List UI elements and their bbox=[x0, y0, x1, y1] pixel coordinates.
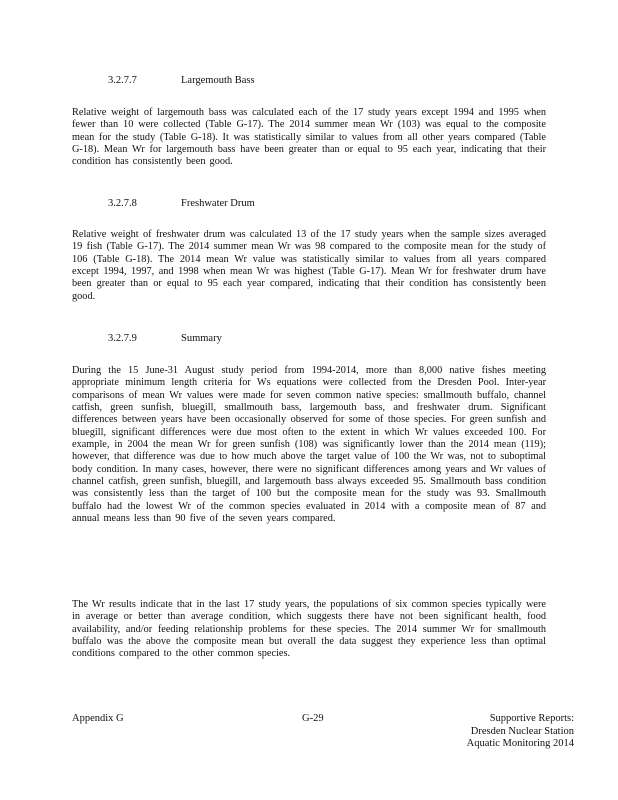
section-number: 3.2.7.9 bbox=[108, 333, 137, 344]
section-number: 3.2.7.8 bbox=[108, 198, 137, 209]
section-title: Freshwater Drum bbox=[181, 198, 255, 209]
footer-appendix-label: Appendix G bbox=[72, 713, 124, 724]
body-paragraph: During the 15 June-31 August study period from 1994-2014, more than 8,000 native fishes meeting appropriate minimum length criteria for Ws equations were collected from the Dresden Pool. Inter-year comparisons of mean Wr values were made for seven common native species: smallmouth buffalo, channel catfish, green sunfish, bluegill, smallmouth bass, largemouth bass, and freshwater drum. Significant differences between years have been occasionally observed for some of those species. For green sunfish and bluegill, significant differences were due most often to the extent in which Wr values exceeded 100. For example, in 2004 the mean Wr for green sunfish (108) was significantly lower than the 2014 mean (119); however, that difference was due to how much above the target value of 100 the Wr was, not to suboptimal body condition. In many cases, however, there were no significant differences among years and Wr values of channel catfish, green sunfish, bluegill, and largemouth bass always exceeded 95. Smallmouth bass condition was consistently less than the target of 100 but the composite mean for the study was 93. Smallmouth buffalo had the lowest Wr of the common species evaluated in 2014 with a composite mean of 87 and annual means less than 90 five of the seven years compared. bbox=[72, 365, 546, 525]
footer-report-line: Aquatic Monitoring 2014 bbox=[466, 738, 574, 749]
section-heading bbox=[108, 333, 222, 344]
footer-report-title bbox=[467, 713, 574, 751]
section-heading bbox=[108, 198, 255, 209]
section-heading bbox=[108, 75, 255, 86]
section-number: 3.2.7.7 bbox=[108, 75, 137, 86]
footer-report-line: Dresden Nuclear Station bbox=[470, 725, 574, 737]
body-paragraph: The Wr results indicate that in the last 17 study years, the populations of six common species typically were in average or better than average condition, which suggests there have not been significant health, food availability, and/or feeding relationship problems for these species. The 2014 summer Wr for smallmouth buffalo was the above the composite mean but overall the data suggest they experience less than optimal conditions compared to the other common species. bbox=[72, 599, 546, 660]
footer-report-line: Supportive Reports: bbox=[489, 713, 574, 724]
section-title: Summary bbox=[181, 333, 222, 344]
body-paragraph: Relative weight of largemouth bass was calculated each of the 17 study years except 1994 and 1995 when fewer than 10 were collected (Table G-17). The 2014 summer mean Wr (103) was equal to the composite mean for the study (Table G-18). It was statistically similar to values from all other years compared (Table G-18). Mean Wr for largemouth bass have been greater than or equal to 95 each year, indicating that their condition has consistently been good. bbox=[72, 107, 546, 168]
section-title: Largemouth Bass bbox=[181, 75, 255, 86]
footer-page-number: G-29 bbox=[302, 713, 324, 724]
body-paragraph: Relative weight of freshwater drum was calculated 13 of the 17 study years when the sample sizes averaged 19 fish (Table G-17). The 2014 summer mean Wr was 98 compared to the composite mean for the study of 106 (Table G-18). The 2014 mean Wr value was statistically similar to values from all years compared except 1994, 1997, and 1998 when mean Wr was highest (Table G-17). Mean Wr for freshwater drum have been greater than or equal to 95 each year compared, indicating that their condition has consistently been good. bbox=[72, 229, 546, 302]
